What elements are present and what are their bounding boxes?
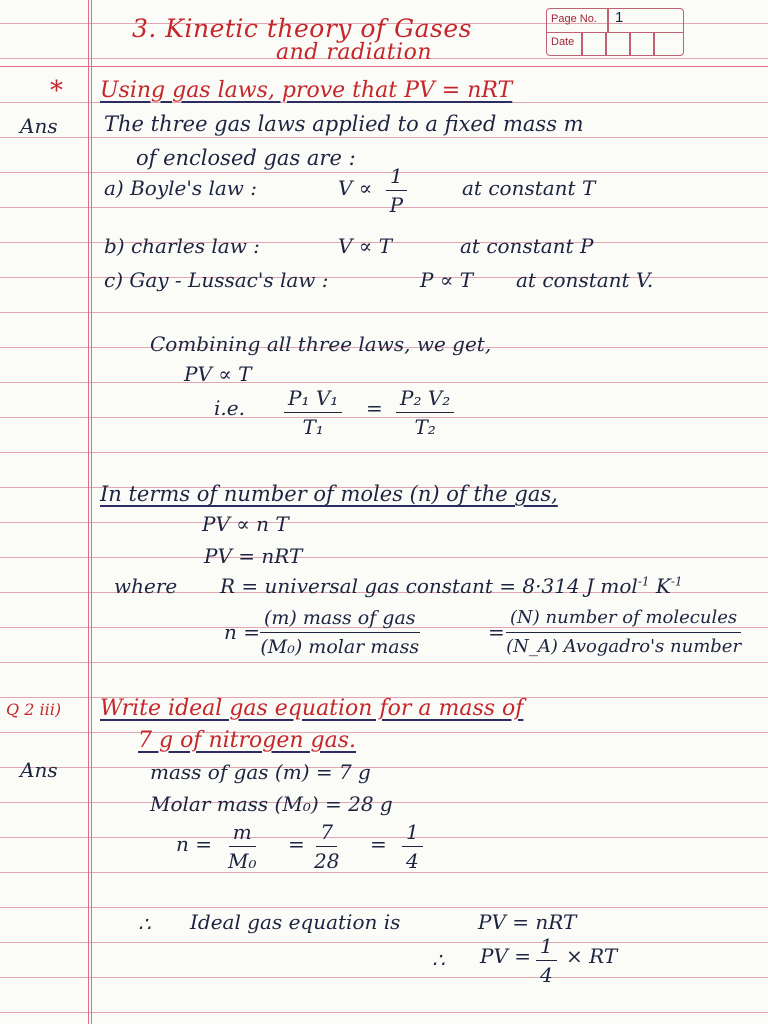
r-definition-text: R = universal gas constant = 8·314 J mol (220, 574, 638, 598)
boyle-relation: V ∝ (338, 176, 373, 200)
margin-line-inner (91, 0, 92, 1024)
gay-lussac-label: c) Gay - Lussac's law : (104, 268, 329, 292)
pv-prop-nt: PV ∝ n T (202, 512, 289, 536)
therefore-2: ∴ (432, 948, 445, 972)
n-calc-frac-1 (228, 820, 257, 873)
n-calc-frac-2-num: 7 (316, 820, 337, 847)
page-no-value: 1 (615, 9, 624, 26)
boyle-label: a) Boyle's law : (104, 176, 258, 200)
combined-lhs (284, 386, 342, 439)
n-calc-frac-3-num: 1 (402, 820, 423, 847)
n-molecule-num: (N) number of molecules (506, 606, 741, 633)
boyle-fraction (386, 164, 407, 217)
charles-condition: at constant P (460, 234, 594, 258)
question-2-line-1: Write ideal gas equation for a mass of (100, 696, 524, 721)
moles-line: In terms of number of moles (n) of the gas, (100, 482, 558, 506)
n-calc-frac-2 (314, 820, 339, 873)
where-label: where (114, 574, 178, 598)
combine-line: Combining all three laws, we get, (150, 332, 492, 356)
question-2-line-2: 7 g of nitrogen gas. (138, 728, 357, 753)
n-calc-frac-2-den: 28 (314, 849, 340, 873)
charles-label: b) charles law : (104, 234, 260, 258)
therefore-1: ∴ (138, 912, 151, 936)
n-definition-eq: n = (224, 620, 260, 644)
ideal-gas-line: Ideal gas equation is (190, 910, 401, 934)
n-molecule-fraction (506, 606, 741, 659)
pv-prop-t: PV ∝ T (184, 362, 252, 386)
n-calc-frac-3-den: 4 (406, 849, 419, 873)
chapter-title: 3. Kinetic theory of Gases (132, 14, 472, 43)
combined-rhs (396, 386, 454, 439)
question-1: Using gas laws, prove that PV = nRT (100, 78, 513, 103)
chapter-subtitle: and radiation (276, 40, 433, 65)
combined-lhs-num: P₁ V₁ (284, 386, 342, 413)
ans-label-1: Ans (20, 114, 58, 138)
r-k: K (655, 574, 671, 598)
n-calc-lhs: n = (176, 832, 212, 856)
r-definition (220, 574, 683, 598)
combined-equals: = (366, 396, 383, 420)
n-mass-num: (m) mass of gas (260, 606, 420, 633)
n-mass-den: (M₀) molar mass (260, 636, 420, 658)
combined-rhs-den: T₂ (414, 415, 436, 439)
ideal-gas-equation: PV = nRT (478, 910, 577, 934)
combined-lhs-den: T₁ (302, 415, 324, 439)
ans-label-2: Ans (20, 758, 58, 782)
final-lhs: PV = (480, 944, 532, 968)
n-calc-eq-1: = (288, 832, 305, 856)
boyle-fraction-num: 1 (386, 164, 407, 191)
boyle-fraction-den: P (389, 193, 404, 217)
final-fraction-num: 1 (536, 934, 557, 961)
question-2-label: Q 2 iii) (6, 700, 62, 719)
gay-lussac-condition: at constant V. (516, 268, 654, 292)
combined-rhs-num: P₂ V₂ (396, 386, 454, 413)
question-marker: * (50, 76, 63, 106)
intro-line-1: The three gas laws applied to a fixed mass m (104, 112, 584, 136)
final-rhs: × RT (566, 944, 618, 968)
final-fraction (536, 934, 557, 987)
margin-line (88, 0, 89, 1024)
page-no-label: Page No. (551, 13, 597, 25)
r-sup-mol: -1 (637, 574, 650, 589)
n-equals-2: = (488, 620, 505, 644)
mass-line: mass of gas (m) = 7 g (150, 760, 371, 784)
n-molecule-den: (N_A) Avogadro's number (506, 636, 742, 657)
intro-line-2: of enclosed gas are : (136, 146, 356, 170)
gay-lussac-relation: P ∝ T (420, 268, 474, 292)
molar-mass-line: Molar mass (M₀) = 28 g (150, 792, 393, 816)
date-label: Date (551, 36, 575, 48)
n-calc-frac-1-den: M₀ (228, 849, 257, 873)
boyle-condition: at constant T (462, 176, 596, 200)
ie-label: i.e. (214, 396, 245, 420)
n-calc-eq-2: = (370, 832, 387, 856)
n-calc-frac-3 (402, 820, 423, 873)
n-calc-frac-1-num: m (229, 820, 256, 847)
final-fraction-den: 4 (540, 963, 553, 987)
page-number-box (546, 8, 684, 56)
pv-equation: PV = nRT (204, 544, 303, 568)
charles-relation: V ∝ T (338, 234, 393, 258)
top-margin-line (0, 66, 768, 67)
n-mass-fraction (260, 606, 420, 659)
r-sup-k: -1 (670, 574, 683, 589)
